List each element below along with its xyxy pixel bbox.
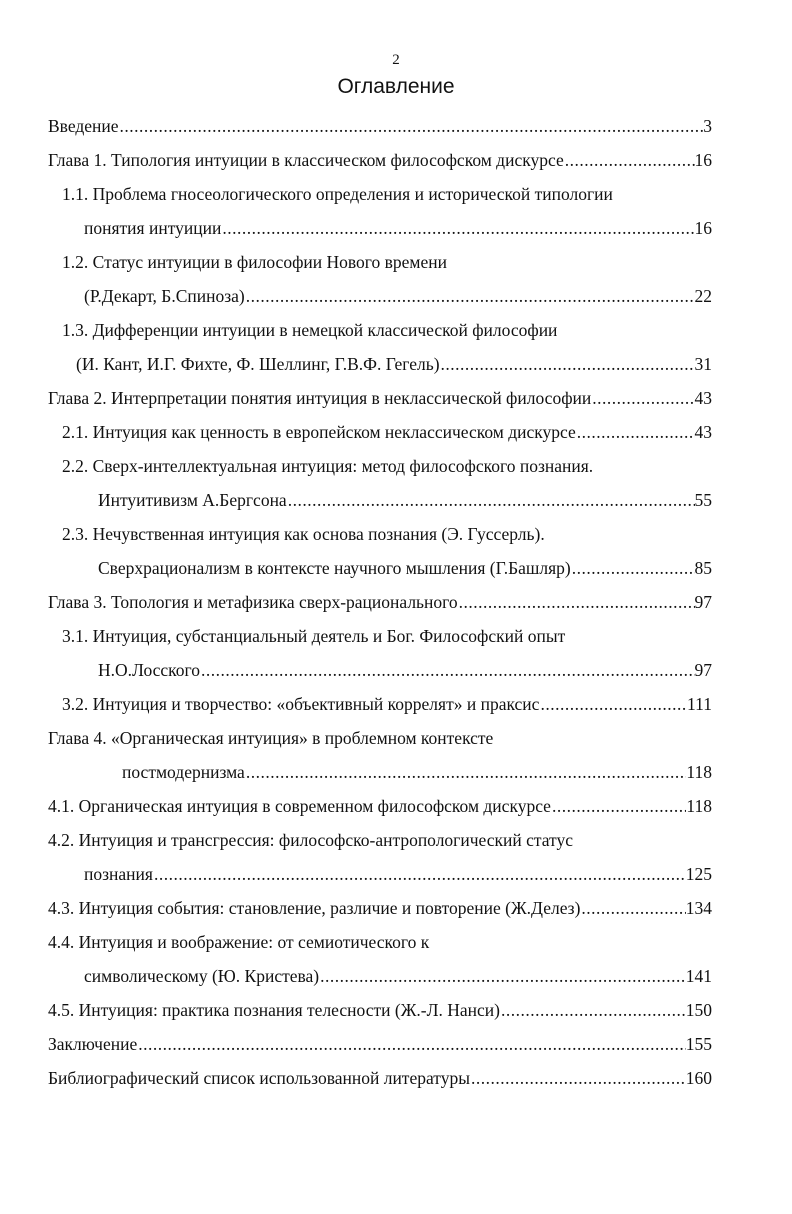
- toc-entry: [84, 964, 712, 988]
- toc-entry-text: Заключение: [48, 1034, 138, 1054]
- toc-entry: [48, 726, 493, 750]
- toc-entry-text: 3.1. Интуиция, субстанциальный деятель и Бог. Философский опыт: [62, 626, 566, 646]
- toc-entry: [98, 488, 712, 512]
- toc-entry-page: 118: [686, 762, 712, 782]
- toc-entry: [62, 420, 712, 444]
- toc-entry: [122, 760, 712, 784]
- toc-entry-page: 43: [694, 388, 712, 408]
- dot-leader: [539, 692, 687, 716]
- toc-entry-text: 1.1. Проблема гносеологического определения и исторической типологии: [62, 184, 613, 204]
- dot-leader: [221, 216, 694, 240]
- toc-entry: [62, 250, 447, 274]
- toc-entry-text: Сверхрационализм в контексте научного мышления (Г.Башляр): [98, 558, 571, 578]
- toc-entry-page: 16: [694, 150, 712, 170]
- dot-leader: [571, 556, 695, 580]
- toc-entry-page: 43: [694, 422, 712, 442]
- toc-entry-text: 4.5. Интуиция: практика познания телесности (Ж.-Л. Нанси): [48, 1000, 500, 1020]
- dot-leader: [137, 1032, 686, 1056]
- toc-entry-text: 4.2. Интуиция и трансгрессия: философско-антропологический статус: [48, 830, 573, 850]
- toc-entry-text: 3.2. Интуиция и творчество: «объективный коррелят» и праксис: [62, 694, 540, 714]
- toc-entry-page: 118: [686, 796, 712, 816]
- dot-leader: [580, 896, 685, 920]
- toc-entry: [62, 692, 712, 716]
- toc-entry: [48, 896, 712, 920]
- dot-leader: [458, 590, 695, 614]
- toc-entry-text: Глава 2. Интерпретации понятия интуиция в неклассической философии: [48, 388, 592, 408]
- toc-entry-text: Библиографический список использованной литературы: [48, 1068, 470, 1088]
- toc-entry-page: 160: [685, 1068, 712, 1088]
- toc-entry-text: 1.3. Дифференции интуиции в немецкой классической философии: [62, 320, 558, 340]
- dot-leader: [287, 488, 695, 512]
- toc-entry: [62, 454, 593, 478]
- toc-entry: [48, 794, 712, 818]
- toc-entry-page: 150: [685, 1000, 712, 1020]
- toc-entry: [48, 828, 573, 852]
- toc-entry: [98, 556, 712, 580]
- page-number: 2: [392, 52, 400, 68]
- toc-entry-page: 155: [685, 1034, 712, 1054]
- toc-entry-text: 2.2. Сверх-интеллектуальная интуиция: метод философского познания.: [62, 456, 594, 476]
- dot-leader: [576, 420, 695, 444]
- toc-entry: [62, 522, 545, 546]
- dot-leader: [440, 352, 695, 376]
- toc-entry-page: 141: [685, 966, 712, 986]
- toc-entry: [48, 386, 712, 410]
- toc-entry: [48, 998, 712, 1022]
- toc-entry-text: 1.2. Статус интуиции в философии Нового времени: [62, 252, 448, 272]
- toc-entry: [76, 352, 712, 376]
- dot-leader: [153, 862, 686, 886]
- toc-entry: [84, 862, 712, 886]
- toc-entry-text: Глава 1. Типология интуиции в классическом философском дискурсе: [48, 150, 564, 170]
- toc-entry-page: 125: [685, 864, 712, 884]
- toc-entry-text: познания: [84, 864, 153, 884]
- toc-entry-text: 4.1. Органическая интуиция в современном философском дискурсе: [48, 796, 551, 816]
- dot-leader: [119, 114, 704, 138]
- dot-leader: [500, 998, 686, 1022]
- toc-entry: [48, 1066, 712, 1090]
- toc-entry-text: Введение: [48, 116, 119, 136]
- dot-leader: [591, 386, 694, 410]
- toc-entry: [84, 284, 712, 308]
- toc-entry-text: 4.4. Интуиция и воображение: от семиотического к: [48, 932, 430, 952]
- dot-leader: [551, 794, 686, 818]
- toc-entry-page: 3: [703, 116, 712, 136]
- dot-leader: [564, 148, 695, 172]
- toc-entry-page: 97: [694, 660, 712, 680]
- dot-leader: [319, 964, 686, 988]
- toc-entry-text: (Р.Декарт, Б.Спиноза): [84, 286, 245, 306]
- toc-entry-page: 97: [694, 592, 712, 612]
- toc-entry-text: символическому (Ю. Кристева): [84, 966, 320, 986]
- toc-entry: [62, 318, 557, 342]
- toc-entry: [62, 182, 613, 206]
- toc-entry-page: 111: [687, 694, 712, 714]
- toc-entry: [98, 658, 712, 682]
- toc-entry-page: 31: [694, 354, 712, 374]
- toc-entry: [48, 1032, 712, 1056]
- toc-entry: [62, 624, 565, 648]
- toc-entry: [48, 148, 712, 172]
- dot-leader: [245, 760, 687, 784]
- toc-entry-page: 55: [694, 490, 712, 510]
- toc-entry-page: 16: [694, 218, 712, 238]
- dot-leader: [200, 658, 694, 682]
- toc-entry: [84, 216, 712, 240]
- toc-entry-page: 134: [685, 898, 712, 918]
- toc-entry-page: 22: [694, 286, 712, 306]
- toc-entry-page: 85: [694, 558, 712, 578]
- toc-entry-text: постмодернизма: [122, 762, 245, 782]
- toc-entry: [48, 590, 712, 614]
- toc-entry-text: Н.О.Лосского: [98, 660, 201, 680]
- toc-entry-text: 2.3. Нечувственная интуиция как основа познания (Э. Гуссерль).: [62, 524, 545, 544]
- toc-entry-text: Интуитивизм А.Бергсона: [98, 490, 287, 510]
- dot-leader: [245, 284, 695, 308]
- toc-entry-text: понятия интуиции: [84, 218, 222, 238]
- toc-entry-text: Глава 4. «Органическая интуиция» в проблемном контексте: [48, 728, 494, 748]
- toc-entry-text: (И. Кант, И.Г. Фихте, Ф. Шеллинг, Г.В.Ф. Гегель): [76, 354, 440, 374]
- toc-entry: [48, 114, 712, 138]
- toc-entry: [48, 930, 429, 954]
- toc-title: Оглавление: [337, 75, 455, 98]
- dot-leader: [470, 1066, 686, 1090]
- toc-entry-text: 4.3. Интуиция события: становление, различие и повторение (Ж.Делез): [48, 898, 581, 918]
- toc-entry-text: Глава 3. Топология и метафизика сверх-рационального: [48, 592, 458, 612]
- toc-entry-text: 2.1. Интуиция как ценность в европейском неклассическом дискурсе: [62, 422, 576, 442]
